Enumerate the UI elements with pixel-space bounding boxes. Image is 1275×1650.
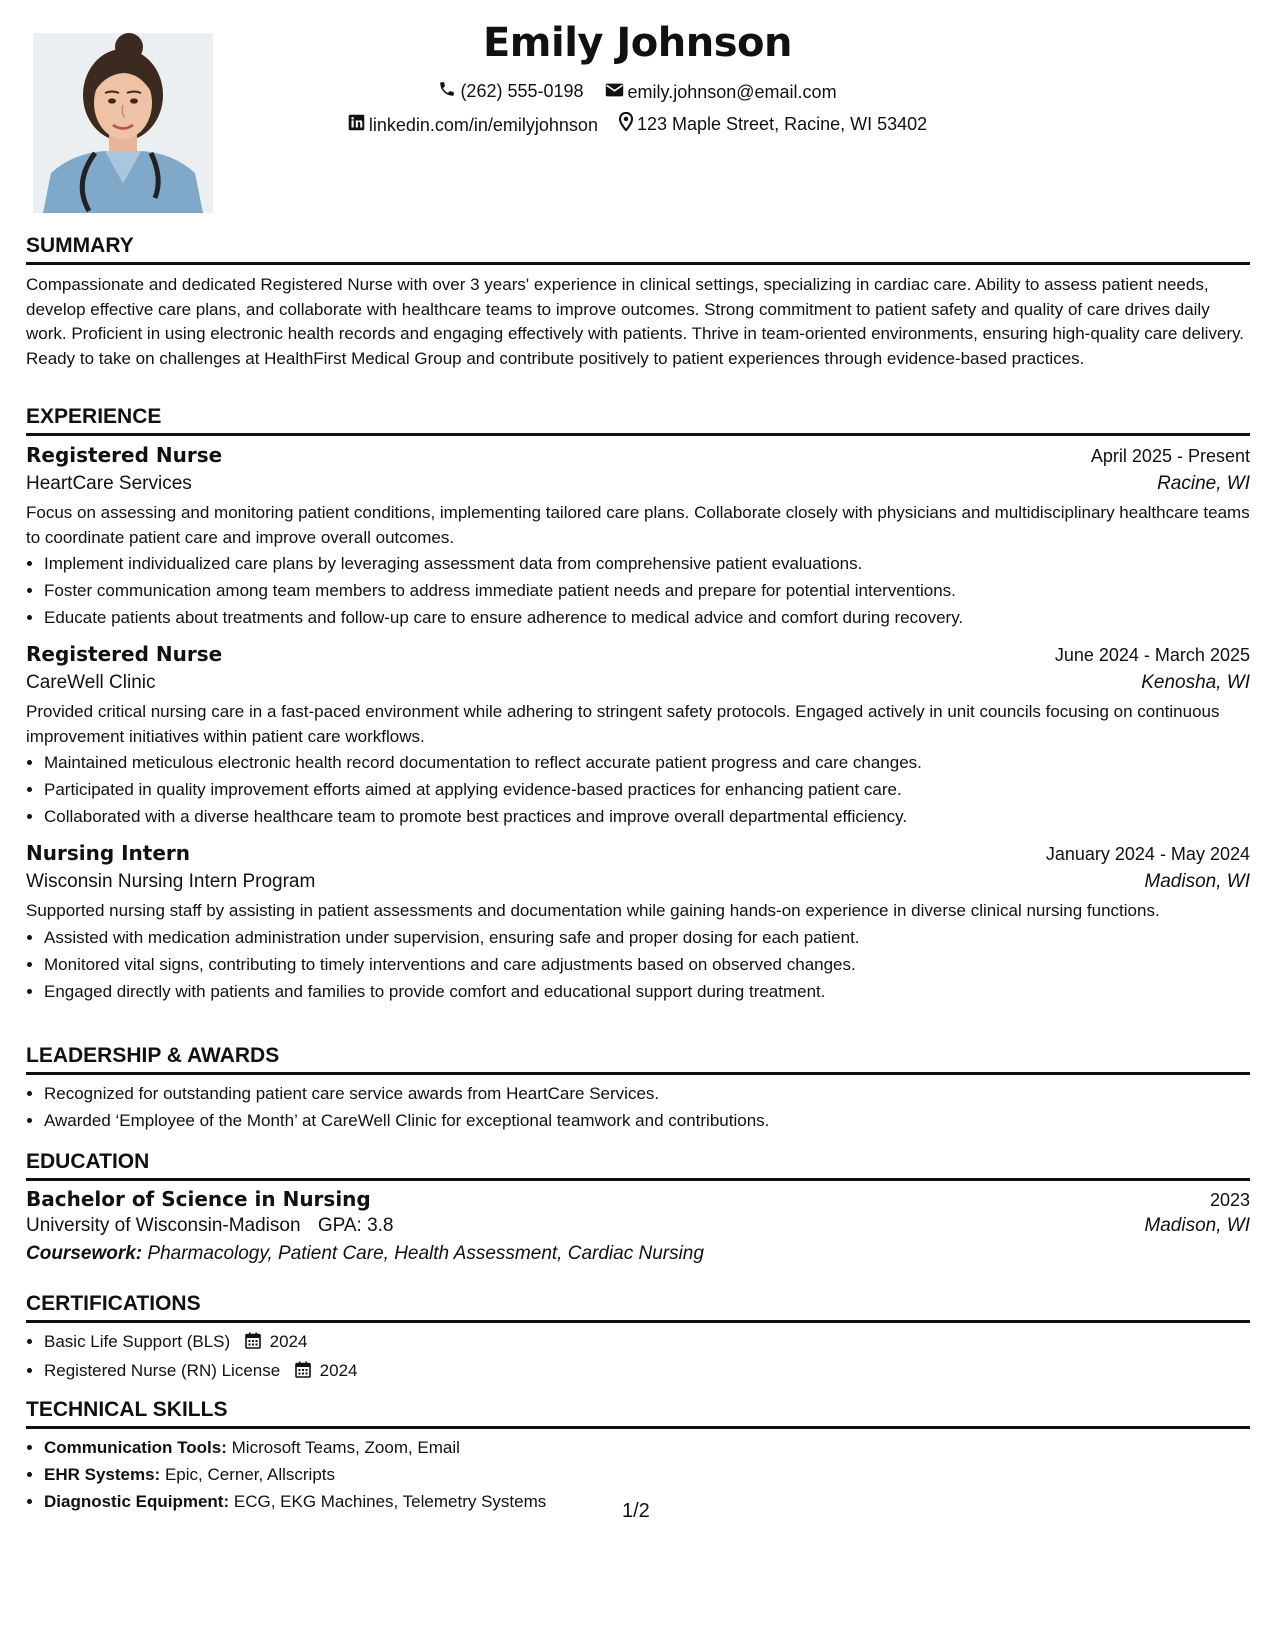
job-title: Nursing Intern	[26, 841, 191, 865]
coursework-label: Coursework:	[26, 1243, 143, 1264]
list-item: • Monitored vital signs, contributing to timely interventions and care adjustments based on observed changes.	[44, 951, 1250, 978]
job-entry	[26, 443, 1250, 631]
certification-name: Registered Nurse (RN) License	[44, 1361, 281, 1380]
email-item	[605, 82, 837, 103]
job-location: Madison, WI	[1144, 871, 1250, 892]
list-item: • Participated in quality improvement efforts aimed at applying evidence-based practices for enhancing patient care.	[44, 776, 1250, 803]
coursework	[26, 1243, 1250, 1265]
section-divider	[26, 1426, 1250, 1429]
section-divider	[26, 1320, 1250, 1323]
skill-label: EHR Systems:	[44, 1465, 161, 1484]
certification-year: 2024	[319, 1361, 358, 1380]
job-location: Racine, WI	[1157, 473, 1250, 494]
section-divider	[26, 1178, 1250, 1181]
education-section	[26, 1150, 1250, 1265]
address-text: 123 Maple Street, Racine, WI 53402	[636, 113, 928, 134]
contact-row-secondary	[0, 112, 1275, 136]
section-title: LEADERSHIP & AWARDS	[26, 1044, 280, 1067]
skill-label: Communication Tools:	[44, 1438, 227, 1457]
list-item: • Assisted with medication administration under supervision, ensuring safe and proper dosing for each patient.	[44, 924, 1250, 951]
job-entry	[26, 841, 1250, 1005]
job-title: Registered Nurse	[26, 642, 223, 666]
email-link[interactable]: emily.johnson@email.com	[627, 82, 837, 102]
job-location: Kenosha, WI	[1141, 672, 1250, 693]
phone-icon	[438, 80, 460, 103]
skills-section	[26, 1398, 1250, 1515]
leadership-section	[26, 1044, 1250, 1134]
list-item: • Foster communication among team members to address immediate patient needs and prepare for potential interventions.	[44, 577, 1250, 604]
summary-text: Compassionate and dedicated Registered Nurse with over 3 years' experience in clinical settings, specializing in cardiac care. Ability to assess patient needs, develop effective care plans, and collaborate with healthcare teams to improve outcomes. Strong commitment to patient safety and quality of care drives daily work. Proficient in using electronic health records and engaging effectively with patients. Thrive in team-oriented environments, ensuring high-quality care delivery. Ready to take on challenges at HealthFirst Medical Group and contribute positively to patient experiences through evidence-based practices.	[26, 275, 1245, 368]
certifications-list	[26, 1328, 1250, 1386]
list-item	[44, 1357, 1250, 1386]
degree-title: Bachelor of Science in Nursing	[26, 1187, 371, 1211]
job-description: Focus on assessing and monitoring patient conditions, implementing tailored care plans. Collaborate closely with physicians and multidisciplinary healthcare teams to coordinate patient care and improve overall outcomes.	[26, 503, 1250, 547]
list-item: • Maintained meticulous electronic health record documentation to reflect accurate patient progress and care changes.	[44, 749, 1250, 776]
list-item: • Implement individualized care plans by leveraging assessment data from comprehensive patient evaluations.	[44, 550, 1250, 577]
list-item: • Educate patients about treatments and follow-up care to ensure adherence to medical advice and comfort during recovery.	[44, 604, 1250, 631]
page-number: 1/2	[622, 1500, 650, 1522]
list-item: • Awarded ‘Employee of the Month’ at CareWell Clinic for exceptional teamwork and contributions.	[44, 1107, 1250, 1134]
linkedin-icon	[348, 114, 369, 136]
school-name: University of Wisconsin-Madison	[26, 1215, 301, 1236]
linkedin-link[interactable]: linkedin.com/in/emilyjohnson	[368, 114, 598, 135]
section-title: TECHNICAL SKILLS	[26, 1398, 228, 1421]
address-item	[619, 112, 927, 136]
gpa: GPA: 3.8	[317, 1215, 394, 1236]
awards-list	[26, 1080, 1250, 1134]
skill-value: Epic, Cerner, Allscripts	[164, 1465, 336, 1484]
list-item	[44, 1328, 1250, 1357]
job-company: HeartCare Services	[26, 473, 192, 494]
school-location: Madison, WI	[1144, 1215, 1250, 1236]
phone-text[interactable]: (262) 555-0198	[460, 81, 584, 101]
skill-value: ECG, EKG Machines, Telemetry Systems	[233, 1492, 547, 1511]
list-item: • Collaborated with a diverse healthcare team to promote best practices and improve overall departmental efficiency.	[44, 803, 1250, 830]
graduation-year: 2023	[1209, 1190, 1250, 1210]
section-divider	[26, 1072, 1250, 1075]
section-title: EXPERIENCE	[26, 405, 162, 428]
job-company: CareWell Clinic	[26, 672, 156, 693]
section-divider	[26, 433, 1250, 436]
job-bullets	[26, 550, 1250, 631]
job-bullets	[26, 924, 1250, 1005]
calendar-icon	[245, 1330, 261, 1357]
contact-row-primary	[0, 80, 1275, 103]
job-date: April 2025 - Present	[1090, 446, 1250, 466]
skill-value: Microsoft Teams, Zoom, Email	[231, 1438, 460, 1457]
linkedin-item	[348, 114, 598, 136]
section-divider	[26, 262, 1250, 265]
job-description: Supported nursing staff by assisting in patient assessments and documentation while gaining hands-on experience in diverse clinical nursing functions.	[26, 901, 1160, 920]
job-entry	[26, 642, 1250, 830]
job-description: Provided critical nursing care in a fast-paced environment while adhering to stringent safety protocols. Engaged actively in unit councils focusing on continuous improvement initiatives within patient care workflows.	[26, 702, 1220, 746]
candidate-name: Emily Johnson	[482, 20, 792, 66]
certifications-section	[26, 1292, 1250, 1386]
summary-section	[26, 234, 1250, 371]
section-title: SUMMARY	[26, 234, 134, 257]
certification-name: Basic Life Support (BLS)	[44, 1332, 231, 1351]
calendar-icon	[295, 1359, 311, 1386]
certification-year: 2024	[269, 1332, 308, 1351]
job-title: Registered Nurse	[26, 443, 223, 467]
coursework-list: Pharmacology, Patient Care, Health Assessment, Cardiac Nursing	[147, 1243, 704, 1264]
experience-section	[26, 405, 1250, 436]
list-item: • Engaged directly with patients and families to provide comfort and educational support during treatment.	[44, 978, 1250, 1005]
job-company: Wisconsin Nursing Intern Program	[26, 871, 316, 892]
skill-label: Diagnostic Equipment:	[44, 1492, 230, 1511]
list-item: • Recognized for outstanding patient care service awards from HeartCare Services.	[44, 1080, 1250, 1107]
map-pin-icon	[619, 112, 637, 136]
job-bullets	[26, 749, 1250, 830]
job-date: June 2024 - March 2025	[1054, 645, 1250, 665]
section-title: CERTIFICATIONS	[26, 1292, 201, 1315]
list-item	[44, 1461, 1250, 1488]
list-item	[44, 1434, 1250, 1461]
phone-item	[438, 80, 583, 103]
envelope-icon	[605, 82, 628, 103]
job-date: January 2024 - May 2024	[1045, 844, 1250, 864]
section-title: EDUCATION	[26, 1150, 150, 1173]
